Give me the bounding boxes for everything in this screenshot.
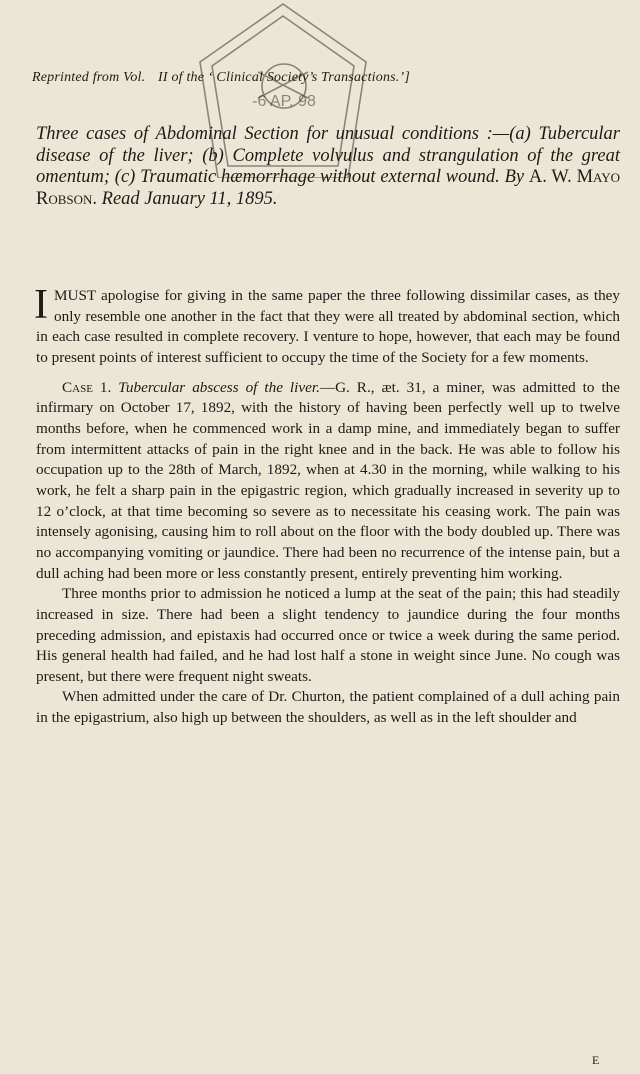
author-name: A. W. Mayo Robson.: [36, 167, 620, 209]
title-text: Three cases of Abdominal Section for unusual conditions :—(a) Tubercular disease of the liver; (b) Complete volvulus and strangulation of the great omentum; (c) Traumatic hæmorrhage without external wound. By: [36, 124, 620, 188]
case-1-paragraph-3: When admitted under the care of Dr. Churton, the patient complained of a dull aching pain in the epigastrium, also high up between the shoulders, as well as in the left shoulder and: [36, 688, 620, 727]
article-body: [34, 282, 621, 729]
case-subtitle: Tubercular abscess of the liver.: [118, 378, 320, 396]
read-date: Read January 11, 1895.: [97, 188, 278, 209]
stamp-date: -6 AP. 98: [252, 93, 316, 110]
reprint-notice: [32, 70, 622, 86]
case-1-paragraph-2: Three months prior to admission he noticed a lump at the seat of the pain; this had steadily increased in size. There had been a slight tendency to jaundice during the four months preceding admission, and epistaxis had occurred once or twice a week during the same period. His general health had failed, and he had lost half a stone in weight since June. No cough was present, but there were frequent night sweats.: [36, 585, 620, 685]
reprint-notice-part1: Reprinted from Vol.: [32, 70, 150, 85]
reprint-notice-part2: II of the ‘ Clinical Society’s Transactions.’]: [158, 70, 411, 85]
intro-paragraph: [34, 282, 620, 369]
drop-cap: I: [34, 282, 48, 328]
case-heading: Case 1.: [62, 378, 112, 396]
case-text: —G. R., æt. 31, a miner, was admitted to the infirmary on October 17, 1892, with the history of having been perfectly well up to twelve months before, when he commenced work in a damp mine, and immediately began to suffer from intermittent attacks of pain in the right knee and in the back. He was able to follow his occupation up to the 28th of March, 1892, when at 4.30 in the morning, while walking to his work, he felt a sharp pain in the epigastric region, which gradually increased in severity up to 12 o’clock, at that time becoming so severe as to necessitate his ceasing work. The pain was intensely agonising, causing him to roll about on the floor with the body doubled up. There was no accompanying vomiting or jaundice. There had been no recurrence of the intense pain, but a dull aching had been more or less constantly present, entirely preventing him working.: [36, 378, 621, 582]
case-1-paragraph-1: [36, 378, 620, 585]
signature-mark: E: [592, 1053, 601, 1067]
paper-title: [36, 124, 620, 210]
intro-text: MUST apologise for giving in the same paper the three following dissimilar cases, as they only resemble one another in the fact that they were all treated by abdominal section, which in each case resulted in complete recovery. I venture to hope, however, that each may be found to present points of interest sufficient to occupy the time of the Society for a few moments.: [36, 287, 620, 366]
